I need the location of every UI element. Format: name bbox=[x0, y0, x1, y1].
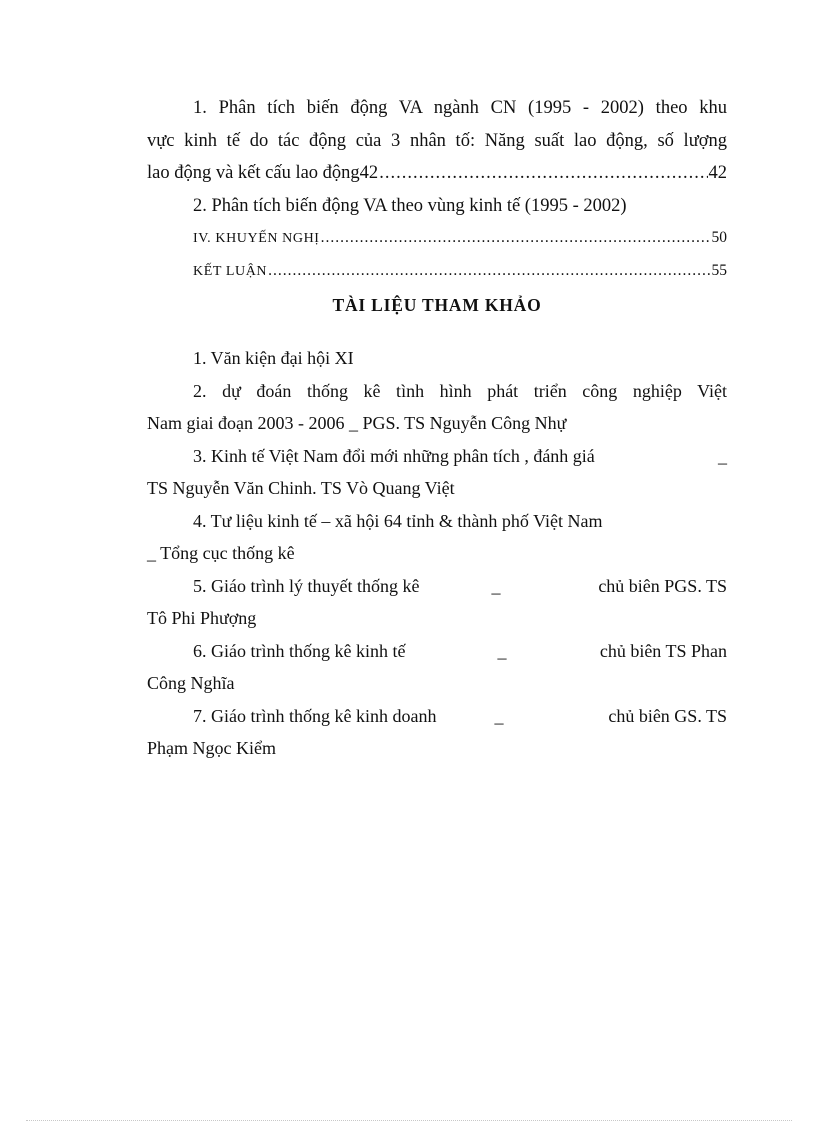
reference-item-7-line-1 bbox=[147, 700, 727, 733]
reference-item-6-title: 6. Giáo trình thống kê kinh tế bbox=[193, 640, 406, 661]
reference-item-2-line-1: 2. dự đoán thống kê tình hình phát triển công nghiệp Việt bbox=[193, 380, 727, 401]
reference-item-6-line-1 bbox=[147, 635, 727, 668]
reference-item-3-line-2: TS Nguyễn Văn Chinh. TS Vò Quang Việt bbox=[147, 478, 455, 498]
reference-item-5-title: 5. Giáo trình lý thuyết thống kê bbox=[193, 575, 420, 596]
toc-item-2: 2. Phân tích biến động VA theo vùng kinh tế (1995 - 2002) bbox=[193, 195, 627, 216]
toc-item-3-text: IV. KHUYẾN NGHỊ bbox=[193, 231, 320, 246]
toc-item-1-text: lao động và kết cấu lao động42 bbox=[147, 163, 379, 183]
toc-item-1-page: 42 bbox=[708, 163, 727, 183]
toc-leader-dots bbox=[268, 255, 710, 287]
toc-leader-dots bbox=[321, 222, 711, 254]
page-content bbox=[147, 92, 727, 765]
reference-item-6-line-2: Công Nghĩa bbox=[147, 673, 235, 693]
reference-item-3-separator: _ bbox=[718, 445, 727, 466]
reference-item-4-line-1: 4. Tư liệu kinh tế – xã hội 64 tỉnh & thành phố Việt Nam bbox=[193, 510, 603, 531]
reference-item-7-line-2: Phạm Ngọc Kiểm bbox=[147, 738, 276, 758]
toc-leader-dots bbox=[379, 157, 707, 190]
reference-item-5-separator: _ bbox=[491, 575, 501, 596]
toc-item-3 bbox=[147, 222, 727, 255]
toc-item-3-page: 50 bbox=[711, 229, 727, 246]
reference-item-6-separator: _ bbox=[497, 640, 507, 661]
reference-item-7-title: 7. Giáo trình thống kê kinh doanh bbox=[193, 705, 437, 726]
toc-item-4 bbox=[147, 255, 727, 288]
reference-item-7-editor: chủ biên GS. TS bbox=[608, 705, 727, 726]
reference-item-2-line-2: Nam giai đoạn 2003 - 2006 _ PGS. TS Nguyễn Công Nhự bbox=[147, 413, 567, 433]
footer-dotted-rule bbox=[26, 1120, 792, 1121]
reference-item-5-editor: chủ biên PGS. TS bbox=[598, 575, 727, 596]
reference-item-3-line-1 bbox=[147, 440, 727, 473]
toc-item-1-line-1: 1. Phân tích biến động VA ngành CN (1995 - 2002) theo khu bbox=[193, 98, 727, 118]
reference-item-7-separator: _ bbox=[494, 705, 504, 726]
toc-item-4-page: 55 bbox=[711, 262, 727, 279]
reference-item-1: 1. Văn kiện đại hội XI bbox=[193, 348, 354, 368]
reference-item-5-line-1 bbox=[147, 570, 727, 603]
references-heading: TÀI LIỆU THAM KHẢO bbox=[332, 295, 542, 315]
reference-item-6-editor: chủ biên TS Phan bbox=[599, 640, 727, 661]
reference-item-5-line-2: Tô Phi Phượng bbox=[147, 608, 257, 628]
toc-item-4-text: KẾT LUẬN bbox=[193, 264, 268, 279]
toc-item-1-line-2: vực kinh tế do tác động của 3 nhân tố: Năng suất lao động, số lượng bbox=[147, 130, 727, 151]
reference-item-4-line-2: _ Tổng cục thống kê bbox=[147, 543, 295, 563]
reference-item-3-title: 3. Kinh tế Việt Nam đổi mới những phân tích , đánh giá bbox=[193, 445, 595, 466]
toc-item-1-line-3 bbox=[147, 157, 727, 190]
